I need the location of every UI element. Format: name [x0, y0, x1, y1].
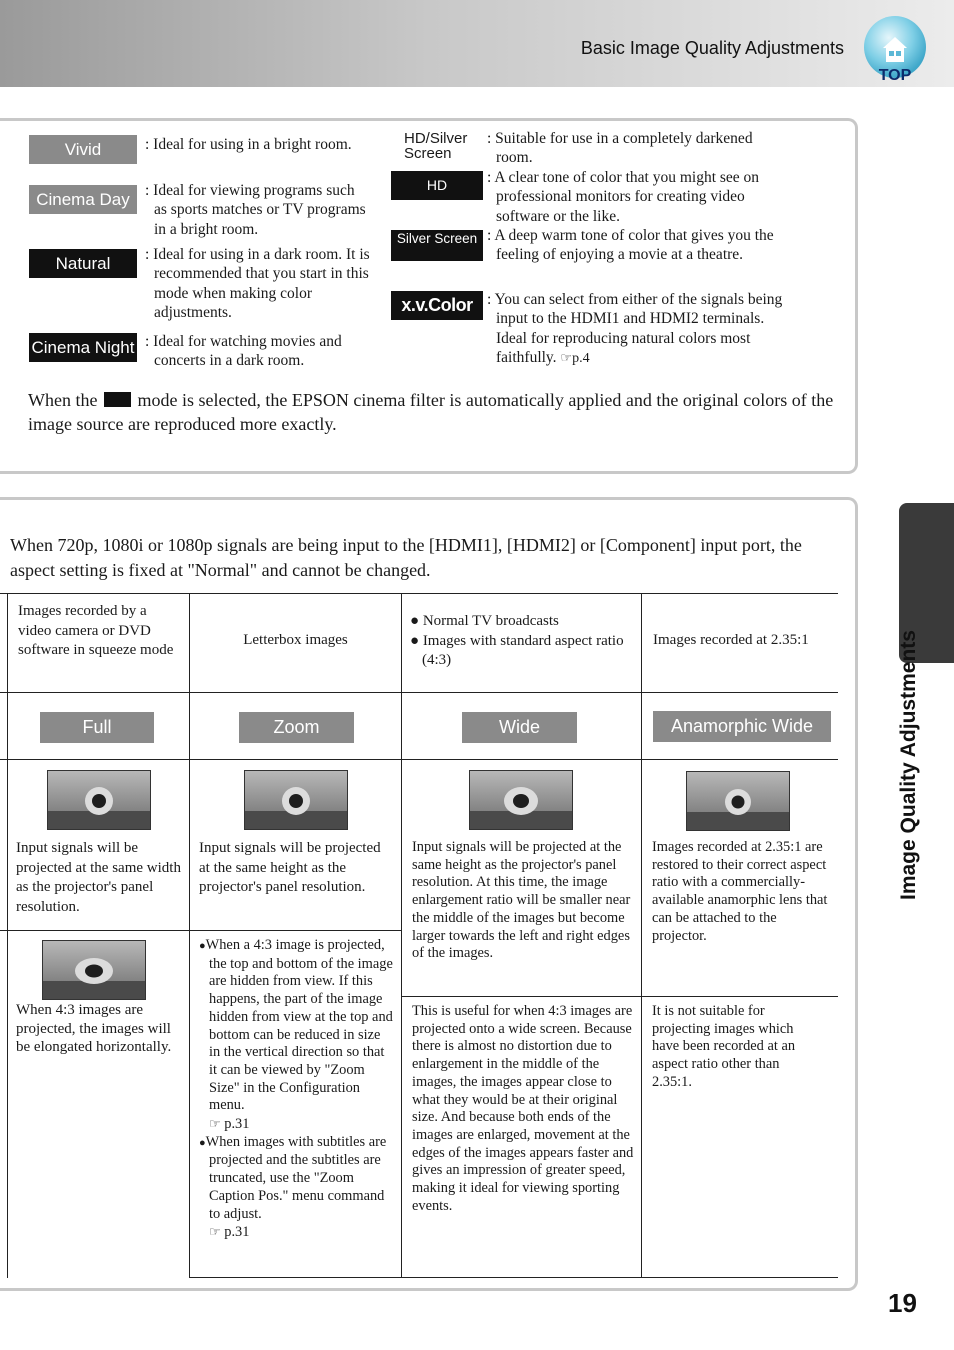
color-mode-desc-silver-screen: : A deep warm tone of color that gives you the feeling of enjoying a movie at a theatre.: [487, 227, 774, 264]
color-mode-chip-cinema-night: Cinema Night: [29, 333, 137, 362]
table-divider: [0, 930, 401, 931]
xvcolor-logo: x.v.Color: [391, 291, 483, 320]
cinema-filter-note: When the mode is selected, the EPSON cinema filter is automatically applied and the original colors of the image source are reproduced more exactly.: [28, 390, 834, 434]
table-divider: [0, 692, 838, 693]
source-zoom: Letterbox images: [243, 632, 348, 648]
bullet-icon: ●: [199, 1136, 206, 1149]
result-zoom: Input signals will be projected at the same height as the projector's panel resolution.: [199, 840, 381, 895]
sunflower-thumbnail-full: [47, 770, 151, 830]
table-divider: [641, 593, 642, 1278]
color-mode-chip-vivid: Vivid: [29, 135, 137, 164]
page-ref-link[interactable]: p.31: [224, 1116, 250, 1133]
color-mode-chip-hd: HD: [391, 171, 483, 200]
note-anamorphic: It is not suitable for projecting images which have been recorded at an aspect ratio other than 2.35:1.: [652, 1003, 796, 1090]
bullet-icon: ●: [199, 940, 206, 952]
color-mode-desc-cinema-day: : Ideal for viewing programs such as sports matches or TV programs in a bright room.: [145, 182, 366, 238]
top-label: TOP: [878, 67, 912, 82]
color-mode-desc-vivid: : Ideal for using in a bright room.: [145, 136, 352, 153]
mode-chip-zoom: Zoom: [239, 712, 354, 743]
result-wide: Input signals will be projected at the same height as the projector's panel resolution. At this time, the image enlargement ratio will be smaller near the middle of the images but become larger towards the left and right edges of the images.: [412, 839, 631, 962]
color-mode-label-hd-silver-screen: HD/Silver Screen: [404, 130, 468, 162]
result-anamorphic: Images recorded at 2.35:1 are restored to their correct aspect ratio with a commercially-available anamorphic lens that can be attached to the projector.: [652, 839, 828, 944]
page-number: 19: [888, 1288, 917, 1318]
source-full: Images recorded by a video camera or DVD software in squeeze mode: [18, 603, 174, 658]
mode-chip-anamorphic-wide: Anamorphic Wide: [653, 711, 831, 742]
color-mode-desc-natural: : Ideal for using in a dark room. It is recommended that you start in this mode when making color adjustments.: [145, 246, 370, 321]
table-divider: [401, 593, 402, 1278]
color-mode-chip-natural: Natural: [29, 249, 137, 278]
note-wide: This is useful for when 4:3 images are projected onto a wide screen. Because there is almost no distortion due to enlargement in the middle of the images, the images appear close to what they would be at their original size. And because both ends of the images are enlarged, movement at the edges of the images appears faster and gives an impression of greater speed, making it ideal for viewing sporting events.: [412, 1003, 634, 1214]
pointing-hand-icon: ☞: [209, 1224, 221, 1240]
color-mode-desc-hd: : A clear tone of color that you might see on professional monitors for creating video software or the like.: [487, 169, 760, 225]
table-divider: [0, 593, 838, 594]
note-zoom: ●When a 4:3 image is projected, the top and bottom of the image are hidden from view. If this happens, the part of the image hidden from view at the top and bottom can be reduced in size in the vertical direction so that it can be viewed by "Zoom Size" in the Configuration menu. ☞ p.31 ●When images with subtitles are projected and the subtitles are truncated, use the "Zoom Caption Pos." menu command to adjust. ☞ p.31: [199, 937, 393, 1241]
mode-chip-full: Full: [40, 712, 154, 743]
page-ref-link[interactable]: p.31: [224, 1224, 250, 1241]
bullet-icon: ●: [410, 613, 420, 629]
color-mode-chip-cinema-day: Cinema Day: [29, 185, 137, 214]
color-mode-chip-silver-screen: Silver Screen: [391, 230, 483, 261]
pointing-hand-icon: ☞: [209, 1116, 221, 1132]
page-title: Basic Image Quality Adjustments: [580, 38, 844, 58]
color-mode-desc-xvcolor: : You can select from either of the signals being input to the HDMI1 and HDMI2 terminals. Ideal for reproducing natural colors most faithfully. ☞p.4: [487, 291, 783, 366]
table-divider: [189, 593, 190, 1278]
table-divider: [401, 996, 838, 997]
sunflower-thumbnail-wide: [469, 770, 573, 830]
table-divider: [189, 1277, 838, 1278]
page-ref-link[interactable]: p.4: [572, 350, 590, 366]
source-anamorphic: Images recorded at 2.35:1: [653, 632, 809, 648]
sunflower-thumbnail-full-4x3: [42, 940, 146, 1000]
top-home-icon[interactable]: [862, 16, 928, 82]
bullet-icon: ●: [410, 632, 420, 649]
aspect-note: When 720p, 1080i or 1080p signals are being input to the [HDMI1], [HDMI2] or [Component] input port, the aspect setting is fixed at "Normal" and cannot be changed.: [10, 535, 802, 580]
source-wide: ● Normal TV broadcasts ● Images with standard aspect ratio (4:3): [410, 613, 624, 668]
mode-chip-wide: Wide: [462, 712, 577, 743]
note-full: When 4:3 images are projected, the images will be elongated horizontally.: [16, 1002, 172, 1055]
sunflower-thumbnail-anamorphic: [686, 771, 790, 831]
table-divider: [7, 593, 8, 1278]
color-mode-desc-hd-silver-screen: : Suitable for use in a completely darkened room.: [487, 130, 753, 167]
chapter-label: Image Quality Adjustments: [897, 630, 920, 900]
page-header: [0, 0, 954, 87]
color-mode-desc-cinema-night: : Ideal for watching movies and concerts in a dark room.: [145, 333, 342, 370]
black-mode-swatch: [104, 392, 131, 407]
pointing-hand-icon: ☞: [560, 349, 573, 365]
sunflower-thumbnail-zoom: [244, 770, 348, 830]
result-full: Input signals will be projected at the same width as the projector's panel resolution.: [16, 840, 181, 915]
table-divider: [0, 759, 838, 760]
